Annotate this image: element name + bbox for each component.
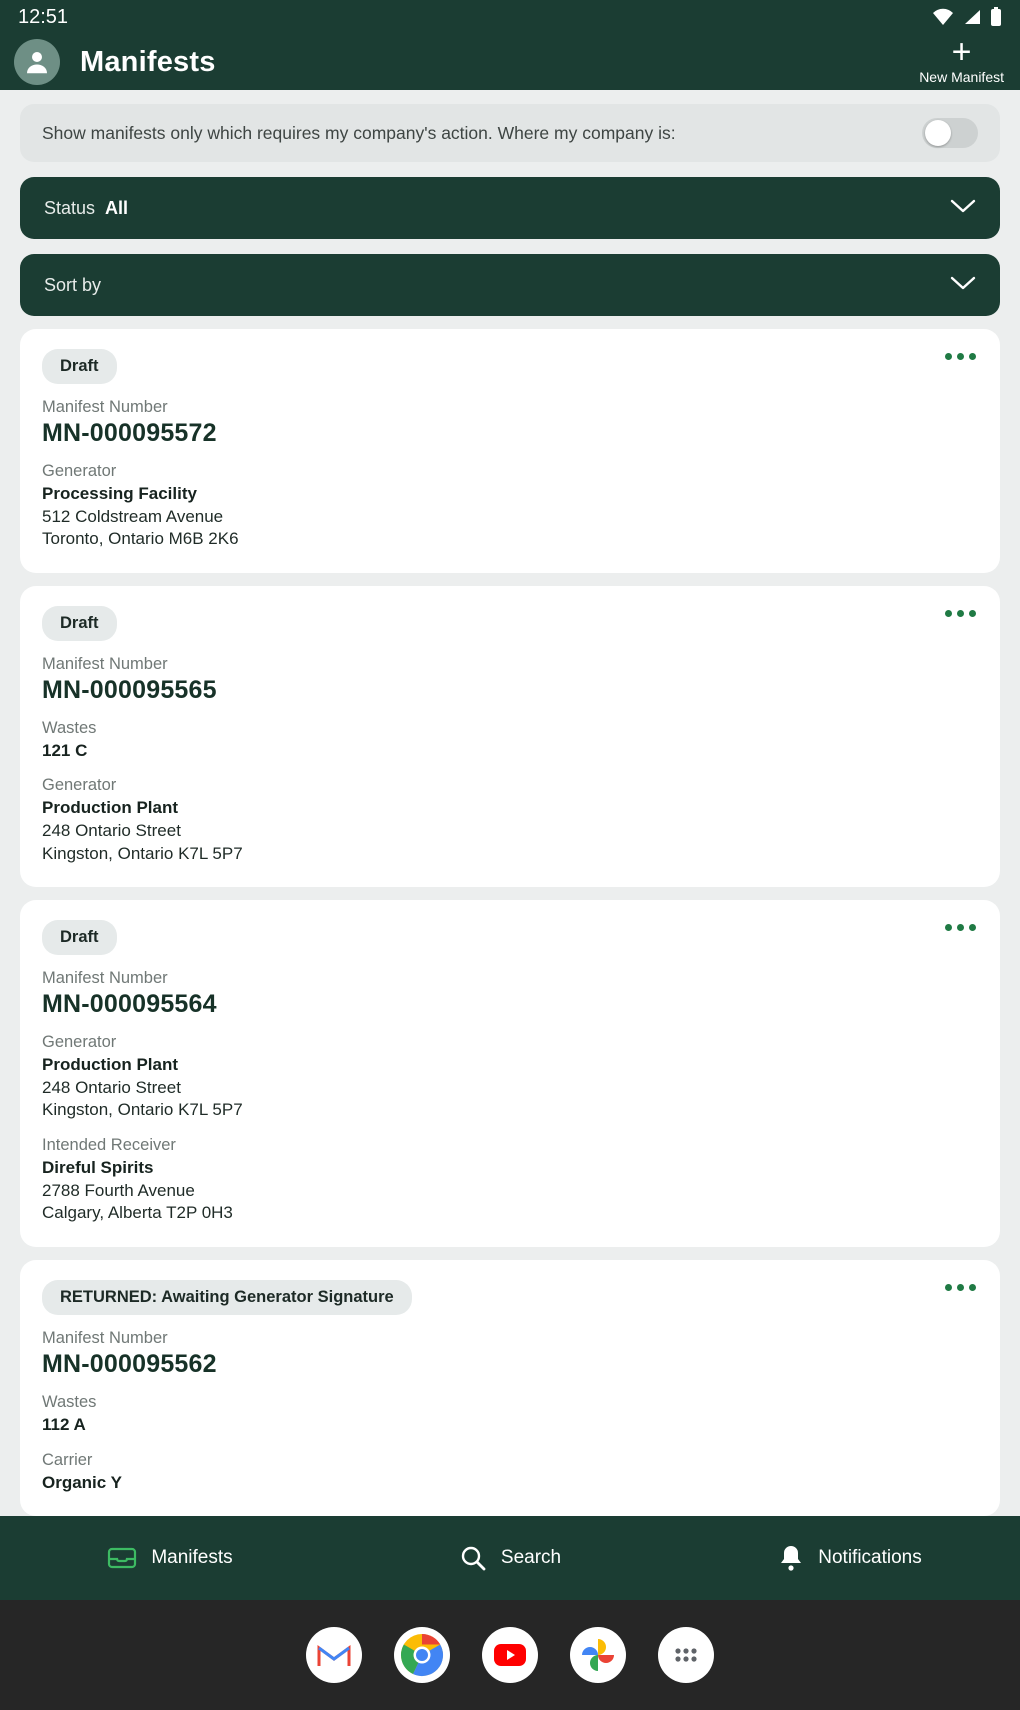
field-wastes <box>42 719 978 763</box>
card-menu-icon[interactable] <box>945 924 976 931</box>
manifest-card[interactable] <box>20 1260 1000 1516</box>
manifest-number-value: MN-000095565 <box>42 675 217 704</box>
status-badge: RETURNED: Awaiting Generator Signature <box>42 1280 412 1315</box>
field-value-name: Processing Facility <box>42 484 197 503</box>
nav-item-notifications[interactable] <box>680 1544 1020 1572</box>
field-manifest-number <box>42 969 978 1019</box>
field-wastes <box>42 1393 978 1437</box>
card-menu-icon[interactable] <box>945 353 976 360</box>
photos-icon[interactable] <box>570 1627 626 1683</box>
field-label: Generator <box>42 1033 117 1052</box>
field-value-line: Kingston, Ontario K7L 5P7 <box>42 843 243 863</box>
field-value-line: Toronto, Ontario M6B 2K6 <box>42 529 239 549</box>
app-drawer-icon[interactable] <box>658 1627 714 1683</box>
status-badge: Draft <box>42 920 117 955</box>
nav-label-notifications: Notifications <box>818 1547 922 1569</box>
manifest-card[interactable] <box>20 900 1000 1247</box>
gmail-icon[interactable] <box>306 1627 362 1683</box>
search-icon <box>459 1544 487 1572</box>
sort-by-label: Sort by <box>44 274 102 295</box>
status-filter-value: All <box>105 197 129 218</box>
field-label: Manifest Number <box>42 398 168 416</box>
battery-icon <box>990 7 1002 27</box>
manifest-card[interactable] <box>20 329 1000 573</box>
field-label: Manifest Number <box>42 654 168 673</box>
field-generator <box>42 776 978 865</box>
field-generator <box>42 1033 978 1122</box>
field-value-line: 248 Ontario Street <box>42 1077 181 1097</box>
manifest-number-value: MN-000095564 <box>42 990 217 1019</box>
card-menu-icon[interactable] <box>945 610 976 617</box>
field-label: Wastes <box>42 1392 97 1411</box>
wifi-icon <box>932 8 954 26</box>
status-time: 12:51 <box>18 5 69 28</box>
status-icons <box>932 7 1002 27</box>
status-badge: Draft <box>42 606 117 641</box>
field-manifest-number <box>42 655 978 705</box>
status-badge: Draft <box>42 349 117 384</box>
plus-icon: + <box>951 33 972 71</box>
nav-label-manifests: Manifests <box>151 1547 233 1569</box>
field-manifest-number <box>42 398 978 448</box>
account-avatar-icon <box>22 47 52 77</box>
field-value-line: 2788 Fourth Avenue <box>42 1180 195 1200</box>
card-menu-icon[interactable] <box>945 1284 976 1291</box>
new-manifest-label: New Manifest <box>919 69 1004 85</box>
nav-item-manifests[interactable] <box>0 1545 340 1571</box>
field-label: Carrier <box>42 1450 93 1469</box>
field-label: Manifest Number <box>42 1328 168 1347</box>
field-value-name: 121 C <box>42 740 88 760</box>
chevron-down-icon <box>950 198 976 219</box>
field-value-line: 248 Ontario Street <box>42 821 181 841</box>
field-label: Wastes <box>42 718 97 737</box>
bell-icon <box>778 1544 804 1572</box>
avatar[interactable] <box>14 39 60 85</box>
field-value-name: 112 A <box>42 1414 86 1434</box>
field-value-name: Production Plant <box>42 798 178 818</box>
app-bar <box>0 34 1020 90</box>
page-title: Manifests <box>80 45 216 78</box>
new-manifest-button[interactable] <box>919 33 1004 87</box>
field-label: Manifest Number <box>42 969 168 988</box>
field-carrier <box>42 1451 978 1495</box>
field-label: Generator <box>42 462 117 480</box>
manifest-card[interactable] <box>20 586 1000 887</box>
cellular-signal-icon <box>962 8 982 26</box>
manifest-number-value: MN-000095572 <box>42 419 217 447</box>
nav-label-search: Search <box>500 1547 562 1569</box>
manifest-list-scroll[interactable] <box>0 90 1020 1516</box>
field-generator <box>42 462 978 551</box>
status-bar <box>0 0 1020 34</box>
field-value-name: Direful Spirits <box>42 1158 154 1178</box>
manifests-tray-icon <box>107 1545 137 1571</box>
status-filter-dropdown[interactable] <box>20 177 1000 239</box>
chrome-icon[interactable] <box>394 1627 450 1683</box>
field-intended-receiver <box>42 1136 978 1225</box>
field-value-line: Calgary, Alberta T2P 0H3 <box>42 1203 233 1223</box>
field-manifest-number <box>42 1329 978 1379</box>
status-filter-label: Status <box>44 197 96 218</box>
company-action-filter-label: Show manifests only which requires my company's action. Where my company is: <box>42 122 676 143</box>
field-value-name: Organic Y <box>42 1472 122 1492</box>
field-label: Generator <box>42 776 117 795</box>
field-value-line: Kingston, Ontario K7L 5P7 <box>42 1100 243 1120</box>
toggle-knob <box>925 120 951 146</box>
nav-item-search[interactable] <box>340 1544 680 1572</box>
field-value-line: 512 Coldstream Avenue <box>42 506 224 526</box>
company-action-filter <box>20 104 1000 162</box>
field-value-name: Production Plant <box>42 1055 178 1075</box>
chevron-down-icon <box>950 275 976 296</box>
field-label: Intended Receiver <box>42 1136 176 1155</box>
android-dock <box>0 1600 1020 1710</box>
company-action-toggle[interactable] <box>922 118 978 148</box>
manifest-number-value: MN-000095562 <box>42 1349 217 1378</box>
youtube-icon[interactable] <box>482 1627 538 1683</box>
bottom-navigation <box>0 1516 1020 1600</box>
sort-by-dropdown[interactable] <box>20 254 1000 316</box>
